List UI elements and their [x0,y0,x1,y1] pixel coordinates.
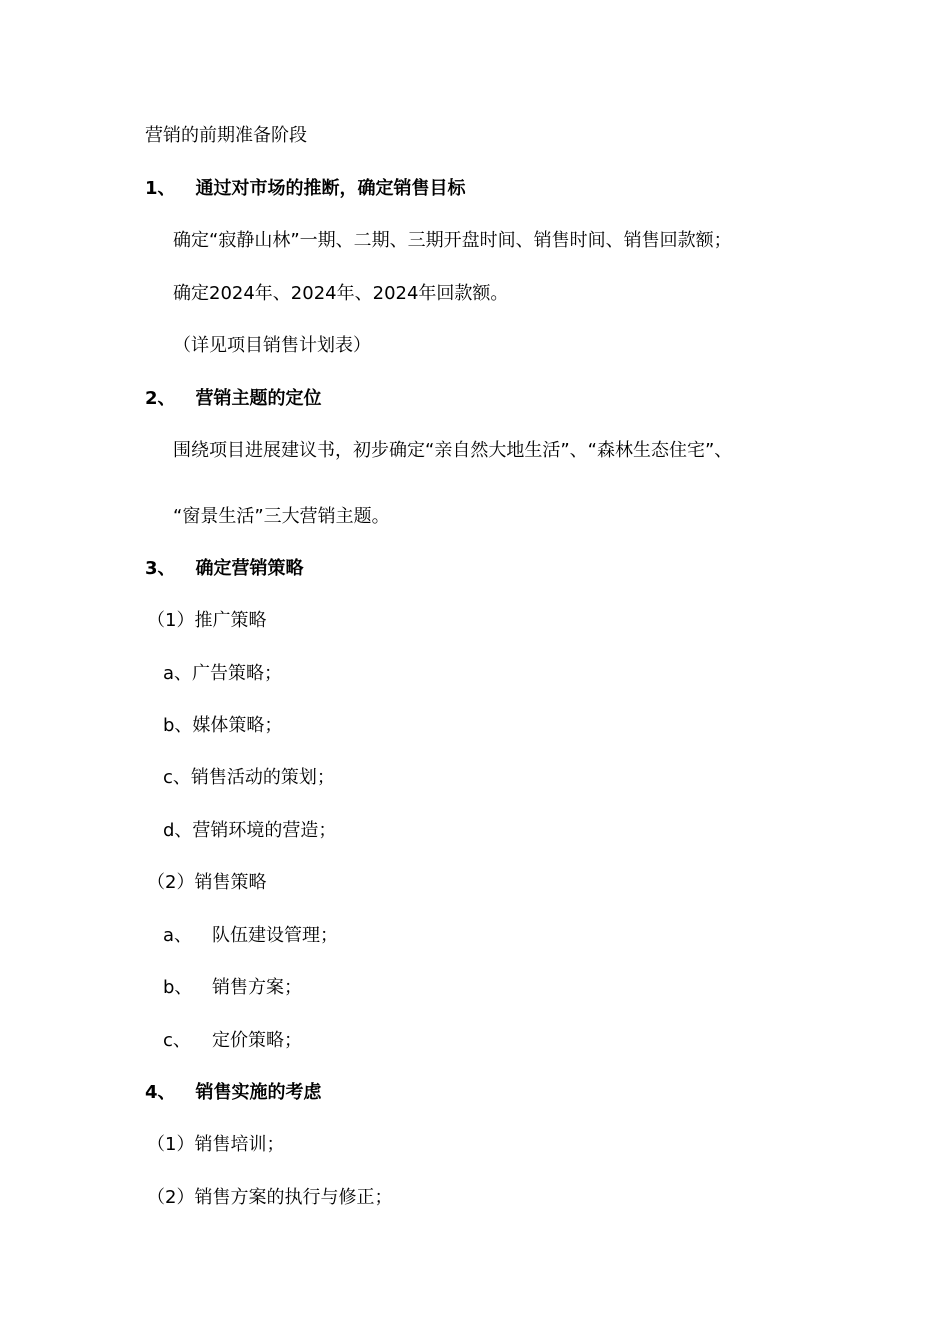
list-item [163,977,192,999]
section-2-heading [145,388,322,410]
section-3-heading [145,558,304,580]
list-marker: a、 [163,925,193,946]
list-marker: b、 [163,977,193,998]
section-2-number: 2、 [145,388,176,409]
section-2-title: 营销主题的定位 [195,388,322,409]
list-item [163,925,192,947]
section-4-title: 销售实施的考虑 [195,1082,322,1103]
list-item-text: 销售方案； [212,977,302,998]
list-marker: c、 [163,1030,191,1051]
section-1-paragraph-1: 确定“寂静山林”一期、二期、三期开盘时间、销售时间、销售回款额； [173,230,732,251]
section-3-title: 确定营销策略 [195,558,304,579]
section-1-title: 通过对市场的推断，确定销售目标 [195,178,466,199]
section-3-number: 3、 [145,558,176,579]
list-item: d、营销环境的营造； [163,820,337,841]
section-1-paragraph-2: 确定2024年、2024年、2024年回款额。 [173,283,509,304]
list-item: b、媒体策略； [163,715,283,736]
list-item: c、销售活动的策划； [163,767,335,788]
section-2-paragraph-2: “窗景生活”三大营销主题。 [173,506,390,527]
list-item-text: 队伍建设管理； [212,925,338,946]
section-2-paragraph-1: 围绕项目进展建议书，初步确定“亲自然大地生活”、“森林生态住宅”、 [173,440,733,461]
section-1-note: （详见项目销售计划表） [173,335,371,356]
list-item: a、广告策略； [163,663,283,684]
section-1-heading [145,178,466,200]
section-4-number: 4、 [145,1082,176,1103]
section-1-number: 1、 [145,178,176,199]
document-title: 营销的前期准备阶段 [145,125,307,146]
list-item-text: 定价策略； [212,1030,302,1051]
section-4-heading [145,1082,322,1104]
list-item [163,1030,191,1052]
subsection-promotion-label: （1）推广策略 [147,610,267,631]
list-item: （2）销售方案的执行与修正； [147,1187,393,1208]
list-item: （1）销售培训； [147,1134,285,1155]
subsection-sales-label: （2）销售策略 [147,872,267,893]
